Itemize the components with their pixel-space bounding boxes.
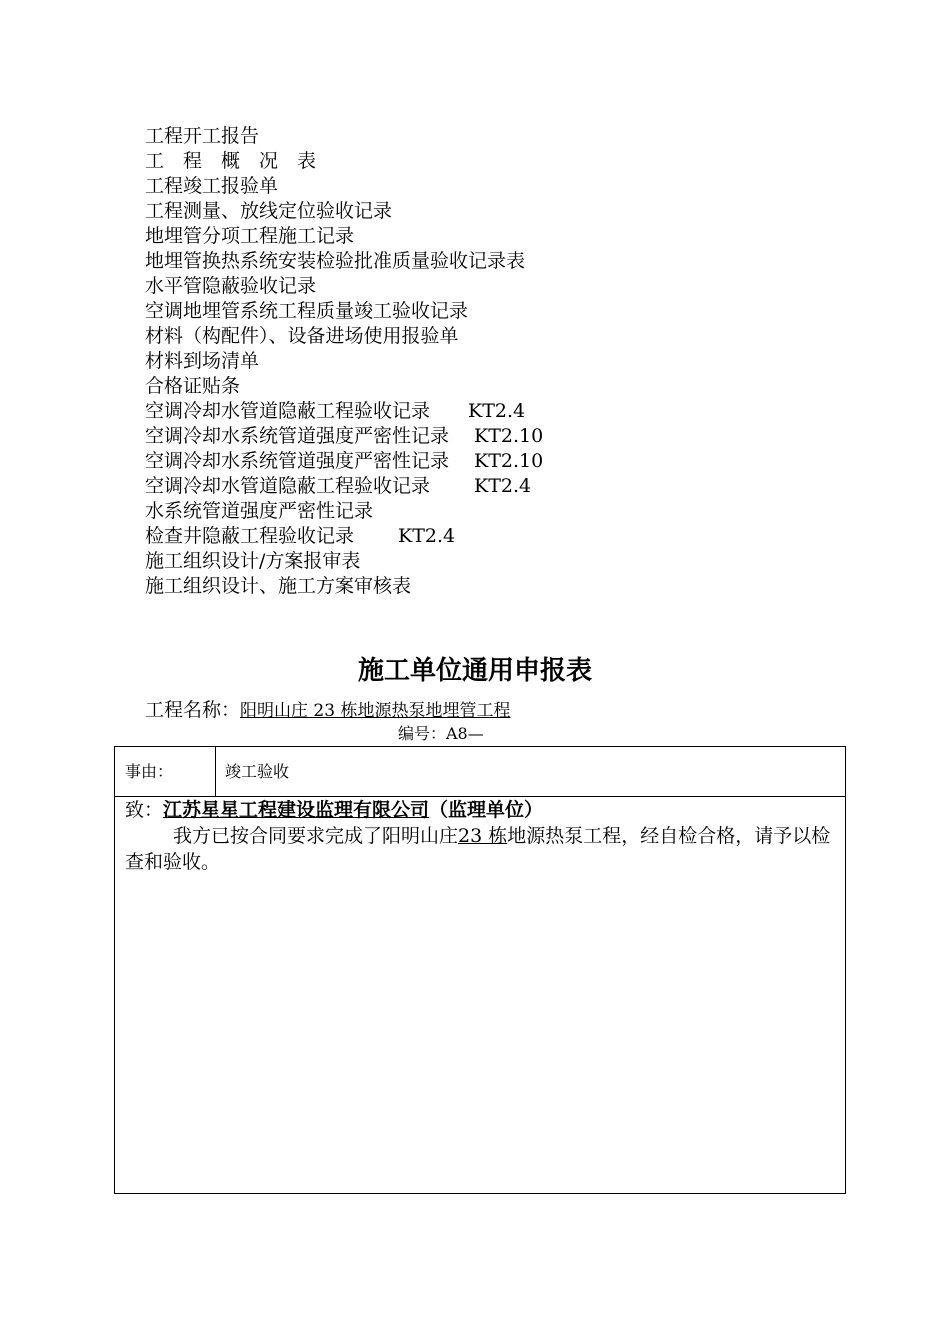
list-item: 空调冷却水系统管道强度严密性记录 KT2.10 [145, 425, 544, 447]
list-item: 工 程 概 况 表 [145, 150, 317, 172]
list-item: 水系统管道强度严密性记录 [145, 500, 374, 522]
list-item: 工程竣工报验单 [145, 175, 279, 197]
body-text-part1: 我方已按合同要求完成了阳明山庄 [173, 825, 459, 847]
list-item: 空调冷却水管道隐蔽工程验收记录 KT2.4 [145, 475, 532, 497]
document-list [145, 124, 543, 599]
form-body [125, 797, 837, 875]
list-item: 工程测量、放线定位验收记录 [145, 200, 393, 222]
list-item: 空调地埋管系统工程质量竣工验收记录 [145, 300, 469, 322]
application-form-table [114, 746, 846, 1194]
subject-value: 竣工验收 [225, 762, 290, 781]
list-item: 地埋管换热系统安装检验批准质量验收记录表 [145, 250, 526, 272]
list-item: 空调冷却水管道隐蔽工程验收记录 KT2.4 [145, 400, 526, 422]
subject-label: 事由： [125, 762, 174, 781]
serial-number: 编号：A8— [398, 724, 484, 743]
list-item: 水平管隐蔽验收记录 [145, 275, 317, 297]
addressee-line [125, 797, 837, 823]
body-text-part2: 地源热泵工程，经自检合格，请予以检查和验收。 [125, 825, 831, 873]
list-item: 施工组织设计/方案报审表 [145, 550, 361, 572]
list-item: 合格证贴条 [145, 375, 241, 397]
form-title: 施工单位通用申报表 [357, 656, 592, 686]
cell-divider [215, 747, 216, 797]
addressee-role: （监理单位） [429, 799, 544, 821]
body-text-building: 23 栋 [458, 825, 508, 847]
project-name-line [145, 697, 510, 724]
project-name-label: 工程名称： [145, 699, 241, 721]
list-item: 空调冷却水系统管道强度严密性记录 KT2.10 [145, 450, 544, 472]
body-paragraph [125, 823, 837, 875]
list-item: 材料（构配件）、设备进场使用报验单 [145, 325, 459, 347]
addressee-company: 江苏星星工程建设监理有限公司 [163, 799, 430, 821]
subject-row [115, 747, 845, 797]
list-item: 地埋管分项工程施工记录 [145, 225, 355, 247]
list-item: 工程开工报告 [145, 125, 260, 147]
list-item: 施工组织设计、施工方案审核表 [145, 575, 412, 597]
addressee-prefix: 致： [125, 799, 164, 821]
project-name-value: 阳明山庄 23 栋地源热泵地埋管工程 [240, 701, 511, 721]
list-item: 检查井隐蔽工程验收记录 KT2.4 [145, 525, 456, 547]
list-item: 材料到场清单 [145, 350, 260, 372]
